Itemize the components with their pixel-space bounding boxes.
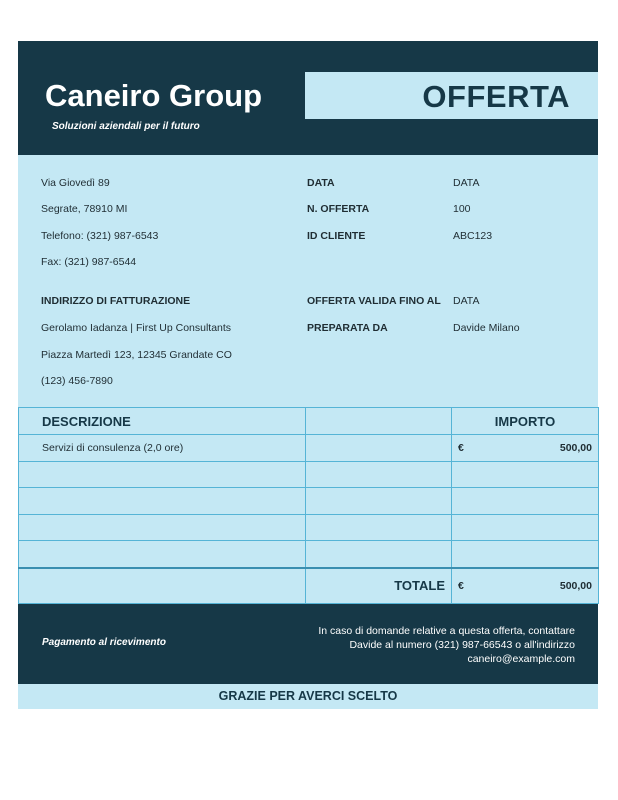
sender-city: Segrate, 78910 MI (41, 203, 128, 215)
row-blank-cell (306, 435, 452, 462)
total-currency: € (458, 579, 464, 592)
info-section (18, 155, 598, 407)
sender-fax: Fax: (321) 987-6544 (41, 256, 137, 268)
row-description (19, 514, 306, 541)
contact-email: caneiro@example.com (467, 652, 575, 665)
row-amount-cell (452, 488, 599, 515)
table-row (19, 541, 599, 568)
company-name: Caneiro Group (45, 78, 263, 113)
billing-address: Piazza Martedì 123, 12345 Grandate CO (41, 349, 232, 361)
row-description (19, 461, 306, 488)
table-row (19, 488, 599, 515)
row-blank-cell (306, 488, 452, 515)
row-description (19, 541, 306, 568)
billing-name: Gerolamo Iadanza | First Up Consultants (41, 322, 232, 334)
date-label: DATA (307, 177, 335, 189)
total-amount: 500,00 (559, 579, 592, 592)
company-tagline: Soluzioni aziendali per il futuro (52, 121, 200, 132)
client-id-value: ABC123 (453, 230, 493, 242)
row-currency: € (458, 441, 464, 454)
quote-document (18, 41, 598, 709)
table-row (19, 435, 599, 462)
row-description: Servizi di consulenza (2,0 ore) (19, 435, 306, 462)
contact-line: Davide al numero (321) 987-66543 o all'indirizzo (349, 638, 575, 651)
total-label: TOTALE (306, 568, 452, 604)
prepared-by-value: Davide Milano (453, 322, 520, 334)
date-value: DATA (453, 177, 480, 189)
blank-column-header (306, 408, 452, 435)
row-blank-cell (306, 514, 452, 541)
offer-number-label: N. OFFERTA (307, 203, 370, 215)
row-blank-cell (306, 461, 452, 488)
billing-phone: (123) 456-7890 (41, 375, 113, 387)
items-table (18, 407, 598, 604)
row-amount-cell (452, 435, 599, 462)
row-blank-cell (306, 541, 452, 568)
contact-note (295, 624, 575, 666)
valid-until-label: OFFERTA VALIDA FINO AL (307, 295, 441, 307)
table-row (19, 461, 599, 488)
valid-until-value: DATA (453, 295, 480, 307)
total-row (19, 568, 599, 604)
description-column-header: DESCRIZIONE (19, 408, 306, 435)
billing-label: INDIRIZZO DI FATTURAZIONE (41, 295, 191, 307)
row-amount-cell (452, 541, 599, 568)
prepared-by-label: PREPARATA DA (307, 322, 388, 334)
row-amount-cell (452, 461, 599, 488)
thank-you-banner: GRAZIE PER AVERCI SCELTO (18, 684, 598, 709)
client-id-label: ID CLIENTE (307, 230, 366, 242)
sender-address: Via Giovedì 89 (41, 177, 110, 189)
offer-number-value: 100 (453, 203, 471, 215)
row-amount: 500,00 (559, 441, 592, 454)
document-title: OFFERTA (422, 79, 570, 114)
document-title-box (305, 72, 598, 119)
sender-phone: Telefono: (321) 987-6543 (41, 230, 159, 242)
footer-band (18, 604, 598, 684)
total-blank-cell (19, 568, 306, 604)
row-description (19, 488, 306, 515)
total-amount-cell (452, 568, 599, 604)
header-band (18, 41, 598, 155)
table-row (19, 514, 599, 541)
payment-terms: Pagamento al ricevimento (42, 636, 166, 648)
amount-column-header: IMPORTO (452, 408, 599, 435)
table-header-row (19, 408, 599, 435)
contact-line: In caso di domande relative a questa offerta, contattare (318, 624, 575, 637)
row-amount-cell (452, 514, 599, 541)
